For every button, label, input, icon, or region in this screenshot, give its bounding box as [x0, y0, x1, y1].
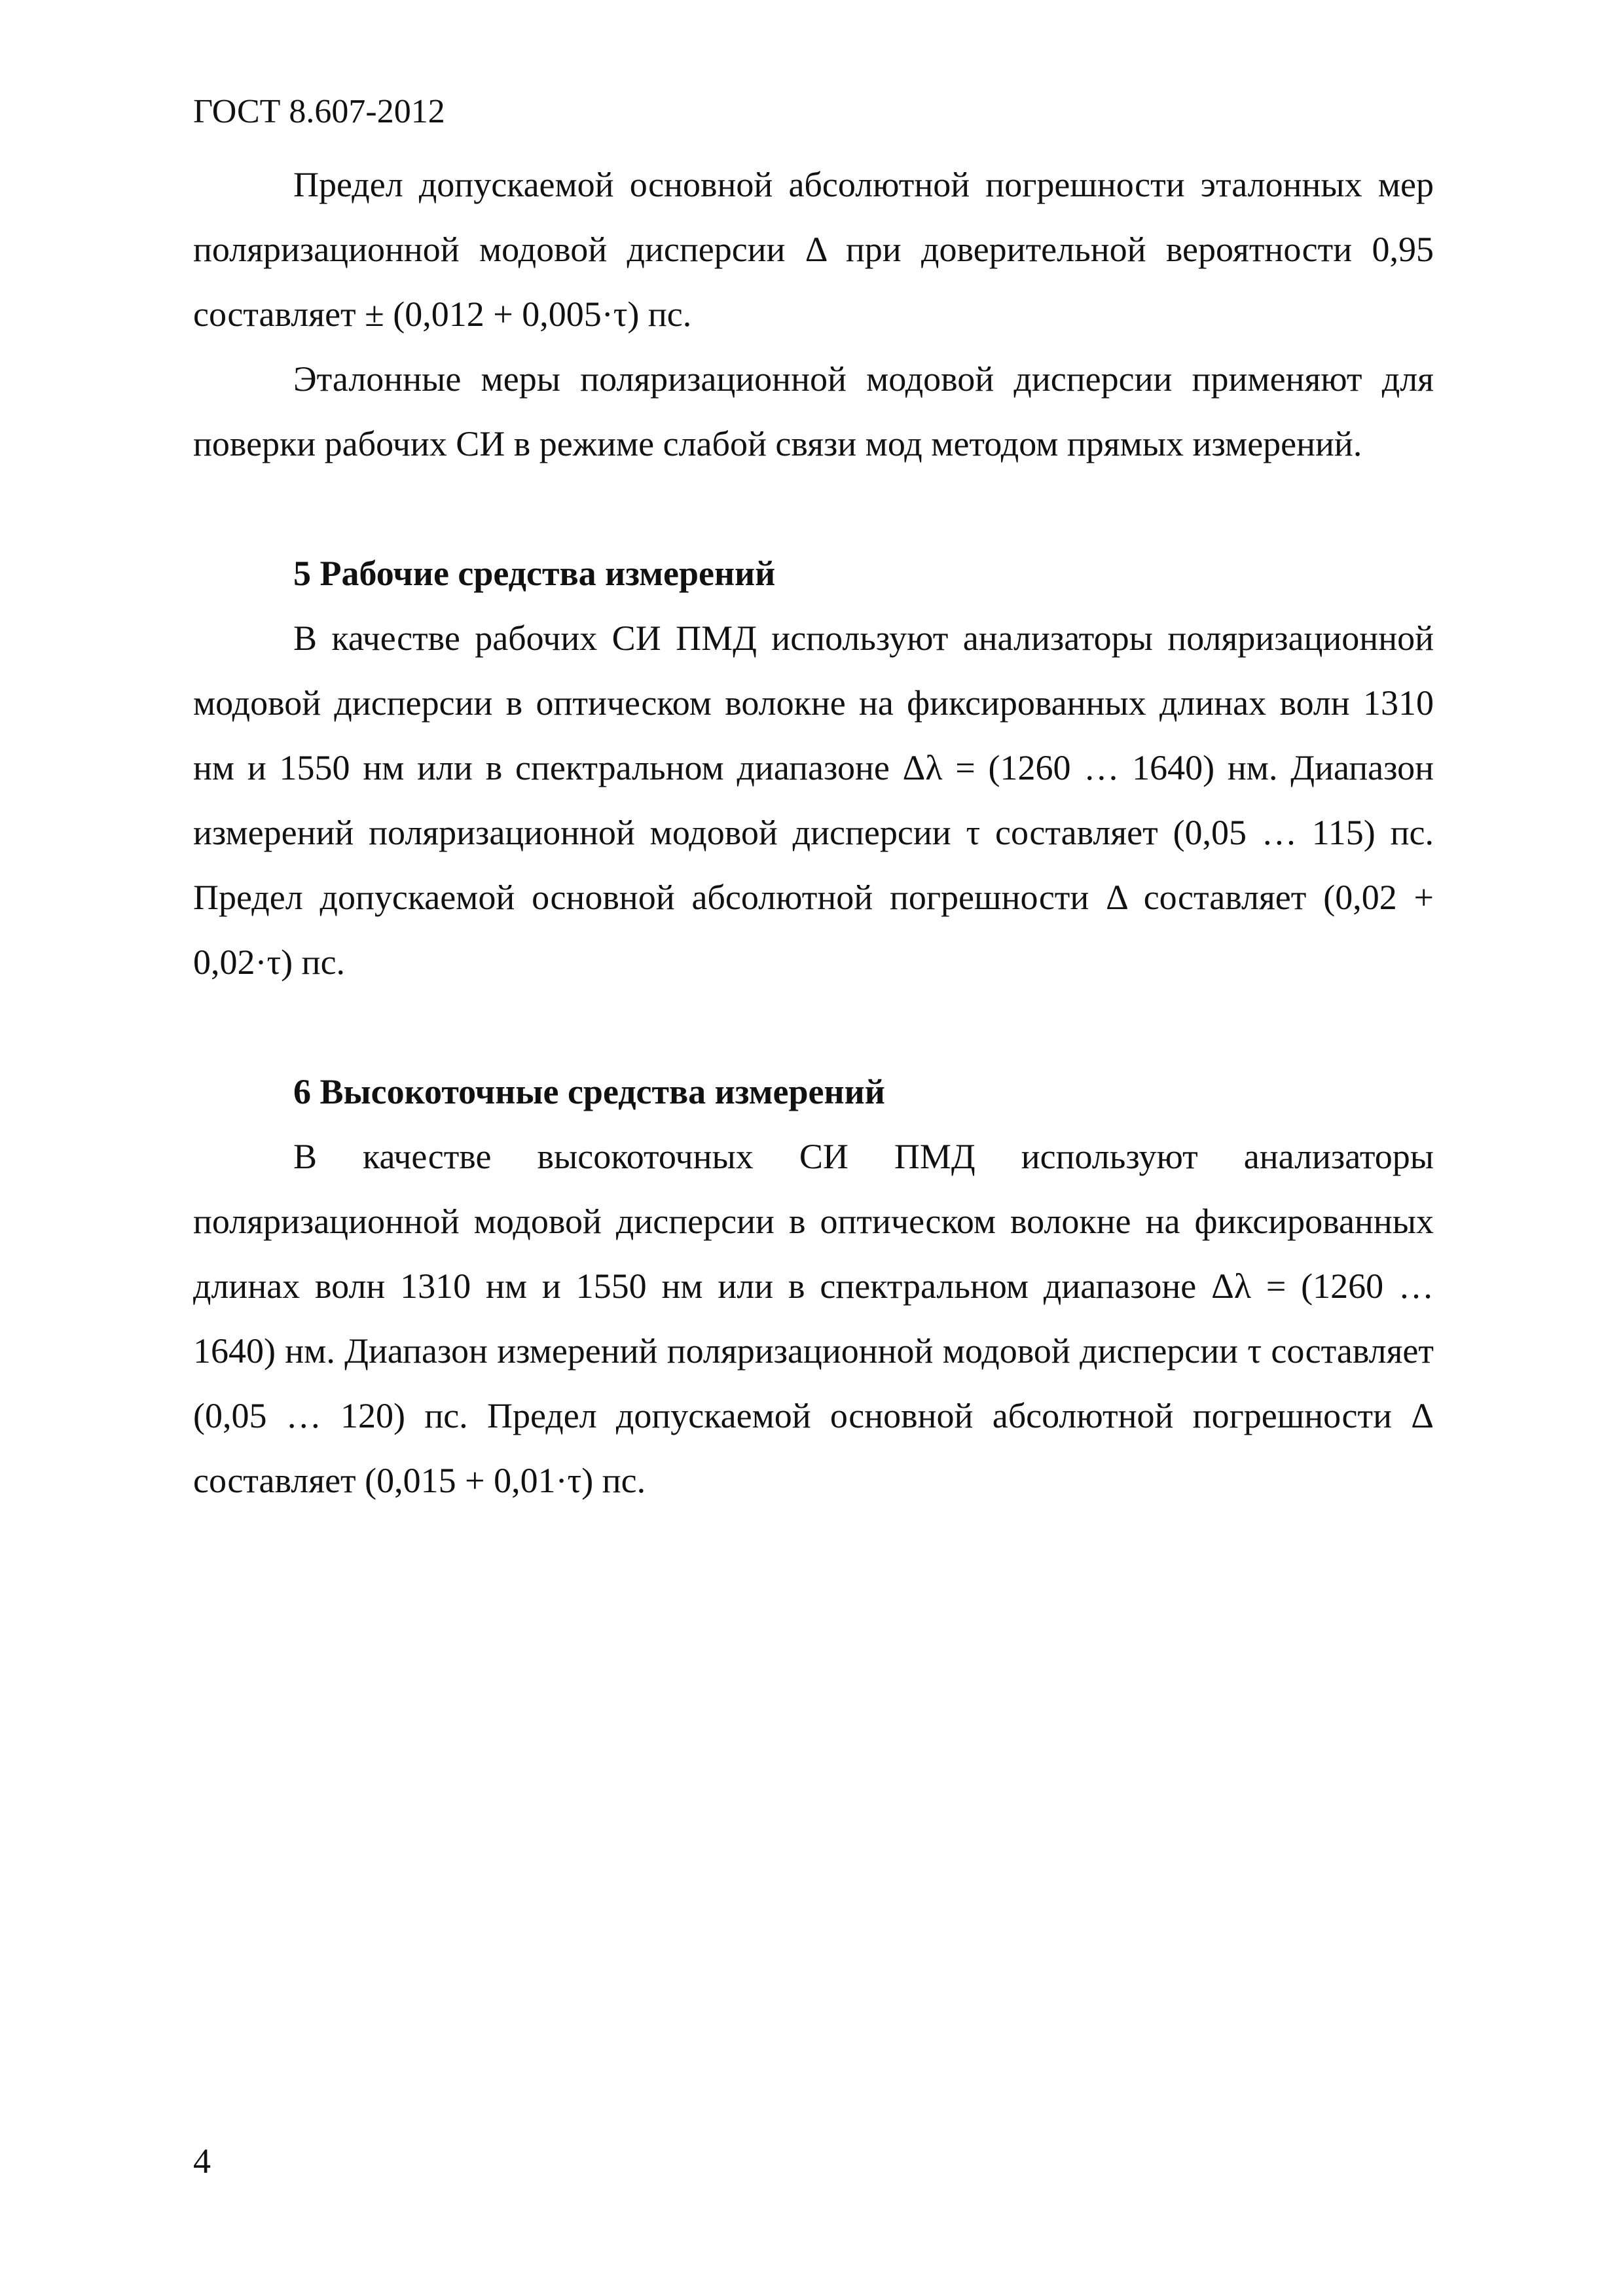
- section-5-paragraph: В качестве рабочих СИ ПМД используют анализаторы поляризационной модовой дисперсии в оптическом волокне на фиксированных длинах волн 1310 нм и 1550 нм или в спектральном диапазоне Δλ = (1260 … 1640) нм. Диапазон измерений поляризационной модовой дисперсии τ составляет (0,05 … 115) пс. Предел допускаемой основной абсолютной погрешности Δ составляет (0,02 + 0,02·τ) пс.: [193, 619, 1434, 982]
- page-number: 4: [193, 2142, 211, 2181]
- intro-paragraph-1: Предел допускаемой основной абсолютной погрешности эталонных мер поляризационной модовой дисперсии Δ при доверительной вероятности 0,95 составляет ± (0,012 + 0,005·τ) пс.: [193, 165, 1434, 334]
- intro-paragraph-2: Эталонные меры поляризационной модовой дисперсии применяют для поверки рабочих СИ в режиме слабой связи мод методом прямых измерений.: [193, 359, 1434, 463]
- document-header-id: ГОСТ 8.607-2012: [193, 93, 445, 130]
- section-spacer: [193, 476, 1434, 541]
- section-spacer: [193, 995, 1434, 1060]
- section-6-paragraph: В качестве высокоточных СИ ПМД используют анализаторы поляризационной модовой дисперсии в оптическом волокне на фиксированных длинах волн 1310 нм и 1550 нм или в спектральном диапазоне Δλ = (1260 … 1640) нм. Диапазон измерений поляризационной модовой дисперсии τ составляет (0,05 … 120) пс. Предел допускаемой основной абсолютной погрешности Δ составляет (0,015 + 0,01·τ) пс.: [193, 1137, 1434, 1500]
- section-6-title: 6 Высокоточные средства измерений: [293, 1072, 885, 1111]
- section-5-title: 5 Рабочие средства измерений: [293, 554, 776, 593]
- document-body: [193, 152, 1434, 1513]
